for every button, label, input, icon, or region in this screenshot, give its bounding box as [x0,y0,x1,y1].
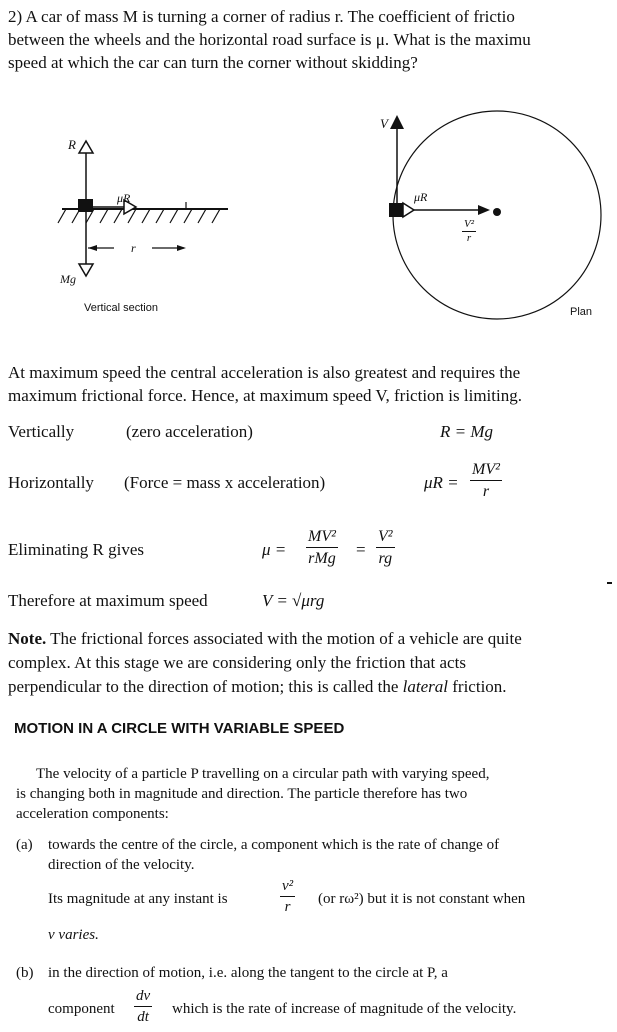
margin-mark [607,582,612,584]
note-line-2: complex. At this stage we are considering only the friction that acts [8,653,466,672]
item-a-line-2: direction of the velocity. [48,857,195,873]
vertically-note: (zero acceleration) [126,422,253,441]
note-text-3b: friction. [448,677,507,696]
elim-fraction-2 [376,526,395,569]
problem-line-1: 2) A car of mass M is turning a corner of radius r. The coefficient of frictio [8,7,515,26]
eliminating-label: Eliminating R gives [8,540,144,559]
section-para-3: acceleration components: [16,806,169,822]
therefore-equation: V = √μrg [262,591,325,610]
item-b-pre: component [48,1001,115,1017]
label-V: V [380,116,388,131]
item-a-line-4: v varies. [48,927,99,943]
solution-intro-2: maximum frictional force. Hence, at maximum speed V, friction is limiting. [8,386,522,405]
item-b-fraction [134,986,152,1027]
car-mass-block [78,199,93,212]
note-line-1 [8,628,522,650]
elim-num-2: V² [376,526,395,548]
note-italic-lateral: lateral [402,677,449,696]
section-heading: MOTION IN A CIRCLE WITH VARIABLE SPEED [14,720,345,737]
note-text-3a: perpendicular to the direction of motion; this is called the [8,677,403,696]
item-b-num: dv [134,986,152,1007]
accel-num: V² [464,218,475,230]
horizontally-label: Horizontally [8,473,94,492]
item-b-post: which is the rate of increase of magnitude of the velocity. [172,1001,517,1017]
label-R: R [68,137,76,152]
horizontally-lhs: μR = [424,473,459,492]
elim-num-1: MV² [306,526,338,548]
diagram [0,95,617,330]
caption-vertical-section: Vertical section [84,302,158,314]
item-a-marker: (a) [16,837,33,853]
horizontally-fraction [470,459,502,502]
accel-den: r [466,232,472,244]
item-a-num: v² [280,876,295,897]
horizontally-den: r [482,483,490,500]
elim-den-2: rg [378,550,393,567]
item-a-line-3-post: (or rω²) but it is not constant when [318,891,526,907]
item-a-line-1: towards the centre of the circle, a component which is the rate of change of [48,837,500,853]
label-muR-right: μR [414,190,428,204]
note-bold-label: Note. [8,629,47,648]
note-text-1: The frictional forces associated with the motion of a vehicle are quite [46,629,522,648]
plan-diagram [389,111,601,319]
vertical-section-diagram [58,141,228,276]
circle-centre [493,208,501,216]
item-b-den: dt [137,1009,149,1025]
caption-plan: Plan [570,306,593,318]
item-b-line-1: in the direction of motion, i.e. along the tangent to the circle at P, a [48,965,448,981]
label-accel-fraction [462,218,476,245]
vertically-equation: R = Mg [440,422,494,441]
section-para-1: The velocity of a particle P travelling on a circular path with varying speed, [36,766,490,782]
horizontally-note: (Force = mass x acceleration) [124,473,326,492]
problem-line-2: between the wheels and the horizontal road surface is μ. What is the maximu [8,30,531,49]
elim-fraction-1 [306,526,338,569]
elim-equals-2: = [356,540,366,559]
label-Mg: Mg [60,272,76,286]
label-r: r [131,241,136,255]
item-b-marker: (b) [16,965,34,981]
item-a-fraction [280,876,295,917]
note-line-3 [8,676,507,698]
label-muR-left: μR [117,191,131,205]
car-mass-block-plan [389,203,403,217]
elim-lhs: μ = [262,540,287,559]
problem-line-3: speed at which the car can turn the corner without skidding? [8,53,418,72]
item-a-den: r [284,899,291,915]
horizontally-num: MV² [470,459,502,481]
elim-den-1: rMg [308,550,336,567]
solution-intro-1: At maximum speed the central acceleration is also greatest and requires the [8,363,521,382]
therefore-label: Therefore at maximum speed [8,591,208,610]
vertically-label: Vertically [8,422,75,441]
item-a-line-3-pre: Its magnitude at any instant is [48,891,228,907]
section-para-2: is changing both in magnitude and direction. The particle therefore has two [16,786,468,802]
